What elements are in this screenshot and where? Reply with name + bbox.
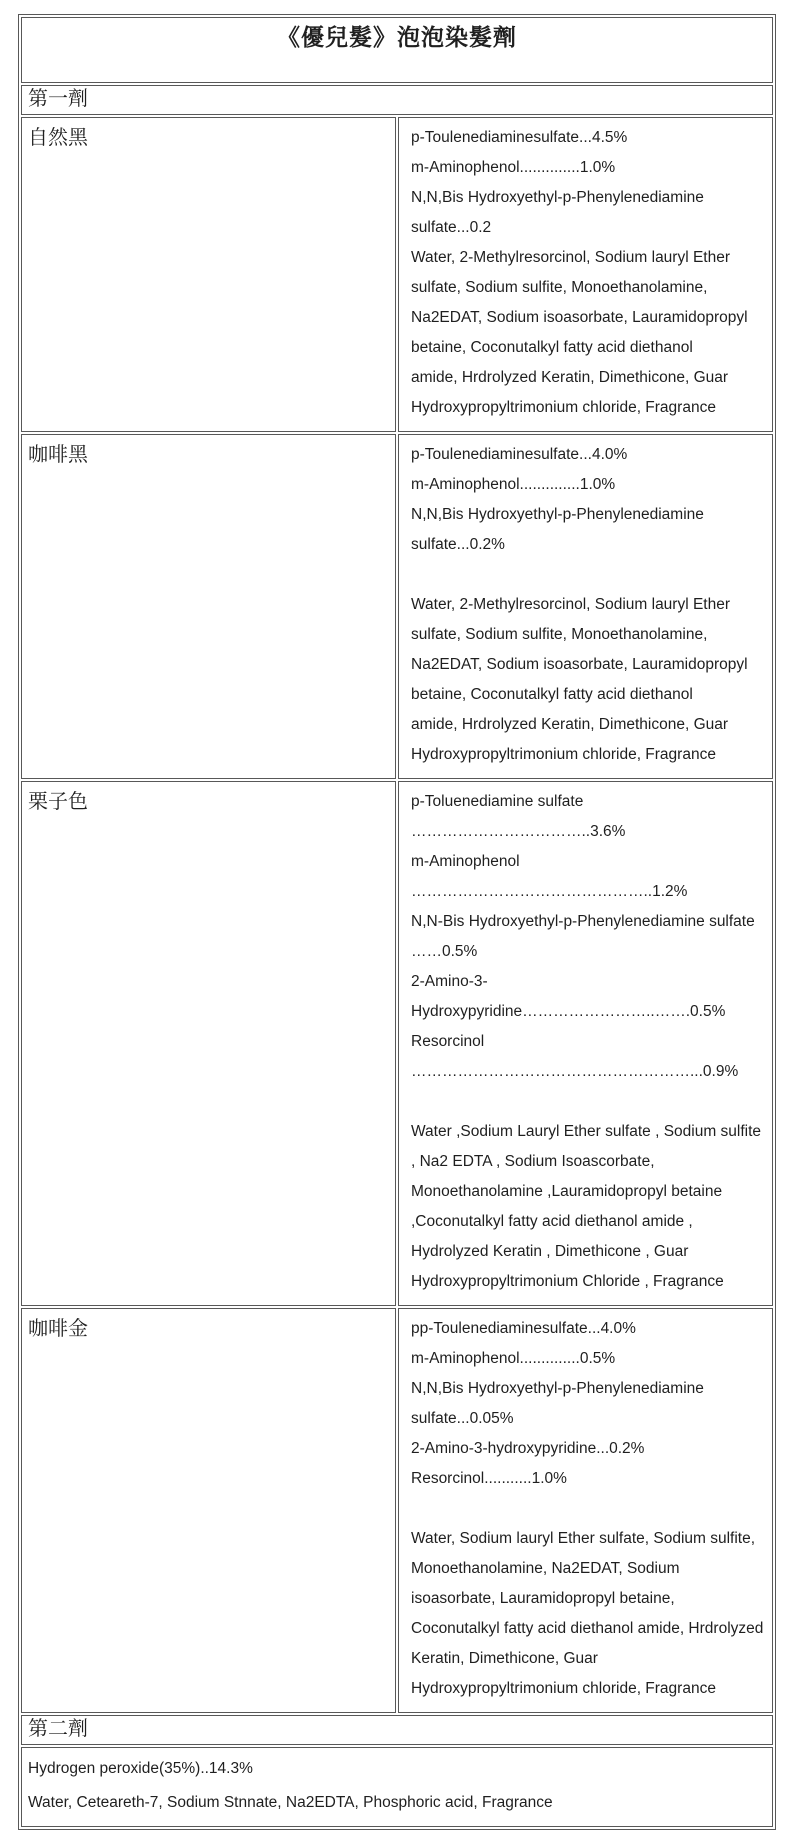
ingredient-line: pp-Toulenediaminesulfate...4.0% xyxy=(411,1320,636,1337)
agent2-header: 第二劑 xyxy=(21,1715,773,1745)
ingredient-line: 2-Amino-3-Hydroxypyridine……………………..…….0.5% xyxy=(411,973,726,1020)
ingredient-line: Water, Ceteareth-7, Sodium Stnnate, Na2EDTA, Phosphoric acid, Fragrance xyxy=(28,1794,553,1811)
ingredient-line: m-Aminophenol..............1.0% xyxy=(411,476,616,493)
ingredient-line: N,N,Bis Hydroxyethyl-p-Phenylenediamine sulfate...0.05% xyxy=(411,1380,709,1427)
ingredients-coffee-gold xyxy=(398,1308,773,1713)
ingredients-natural-black xyxy=(398,117,773,432)
ingredient-line: p-Toulenediaminesulfate...4.5% xyxy=(411,129,628,146)
ingredient-line: Resorcinol ………………………………………………...0.9% xyxy=(411,1033,739,1080)
ingredient-line: p-Toluenediamine sulfate ……………………………..3.6% xyxy=(411,793,626,840)
table-row-chestnut xyxy=(21,781,773,1306)
blank-line xyxy=(411,1494,764,1524)
ingredient-line: amide, Hrdrolyzed Keratin, Dimethicone, Guar Hydroxypropyltrimonium chloride, Fragrance xyxy=(411,369,733,416)
ingredients-chestnut xyxy=(398,781,773,1306)
ingredient-line: m-Aminophenol..............0.5% xyxy=(411,1350,616,1367)
agent1-header: 第一劑 xyxy=(21,85,773,115)
agent2-content-row xyxy=(21,1747,773,1827)
color-label-natural-black: 自然黑 xyxy=(21,117,396,432)
ingredient-line: Monoethanolamine ,Lauramidopropyl betaine ,Coconutalkyl fatty acid diethanol amide , xyxy=(411,1183,727,1230)
ingredient-line: N,N,Bis Hydroxyethyl-p-Phenylenediamine sulfate...0.2 xyxy=(411,189,709,236)
ingredient-line: p-Toulenediaminesulfate...4.0% xyxy=(411,446,628,463)
ingredient-line: Na2EDAT, Sodium isoasorbate, Lauramidopropyl betaine, Coconutalkyl fatty acid diethanol xyxy=(411,309,752,356)
color-label-chestnut: 栗子色 xyxy=(21,781,396,1306)
ingredient-line: Water, 2-Methylresorcinol, Sodium lauryl Ether sulfate, Sodium sulfite, Monoethanolamine, xyxy=(411,249,735,296)
color-label-coffee-gold: 咖啡金 xyxy=(21,1308,396,1713)
ingredients-coffee-black xyxy=(398,434,773,779)
table-row-coffee-gold xyxy=(21,1308,773,1713)
table-row-coffee-black xyxy=(21,434,773,779)
ingredient-line: Water, Sodium lauryl Ether sulfate, Sodium sulfite, Monoethanolamine, Na2EDAT, Sodium xyxy=(411,1530,760,1577)
ingredient-line: 2-Amino-3-hydroxypyridine...0.2% xyxy=(411,1440,645,1457)
ingredient-line: Resorcinol...........1.0% xyxy=(411,1470,567,1487)
ingredient-table xyxy=(18,14,776,1830)
blank-line xyxy=(411,560,764,590)
ingredient-line: Keratin, Dimethicone, Guar Hydroxypropyltrimonium chloride, Fragrance xyxy=(411,1650,716,1697)
blank-line xyxy=(411,1087,764,1117)
ingredient-line: amide, Hrdrolyzed Keratin, Dimethicone, Guar Hydroxypropyltrimonium chloride, Fragrance xyxy=(411,716,733,763)
agent2-ingredients xyxy=(21,1747,773,1827)
page-title: 《優兒髮》泡泡染髮劑 xyxy=(21,17,773,83)
agent2-header-row xyxy=(21,1715,773,1745)
ingredient-line: N,N,Bis Hydroxyethyl-p-Phenylenediamine sulfate...0.2% xyxy=(411,506,709,553)
ingredient-line: Hydrolyzed Keratin , Dimethicone , Guar Hydroxypropyltrimonium Chloride , Fragrance xyxy=(411,1243,724,1290)
table-row-natural-black xyxy=(21,117,773,432)
ingredient-line: isoasorbate, Lauramidopropyl betaine, Coconutalkyl fatty acid diethanol amide, Hrdrolyzed xyxy=(411,1590,764,1637)
color-label-coffee-black: 咖啡黑 xyxy=(21,434,396,779)
agent1-header-row xyxy=(21,85,773,115)
ingredient-line: Water, 2-Methylresorcinol, Sodium lauryl Ether sulfate, Sodium sulfite, Monoethanolamine, xyxy=(411,596,735,643)
ingredient-line: Hydrogen peroxide(35%)..14.3% xyxy=(28,1760,253,1777)
ingredient-line: m-Aminophenol ………………………………………..1.2% xyxy=(411,853,688,900)
title-row xyxy=(21,17,773,83)
ingredient-line: m-Aminophenol..............1.0% xyxy=(411,159,616,176)
ingredient-line: N,N-Bis Hydroxyethyl-p-Phenylenediamine sulfate ……0.5% xyxy=(411,913,760,960)
ingredient-line: Na2EDAT, Sodium isoasorbate, Lauramidopropyl betaine, Coconutalkyl fatty acid diethanol xyxy=(411,656,752,703)
ingredient-line: Water ,Sodium Lauryl Ether sulfate , Sodium sulfite , Na2 EDTA , Sodium Isoascorbate, xyxy=(411,1123,766,1170)
